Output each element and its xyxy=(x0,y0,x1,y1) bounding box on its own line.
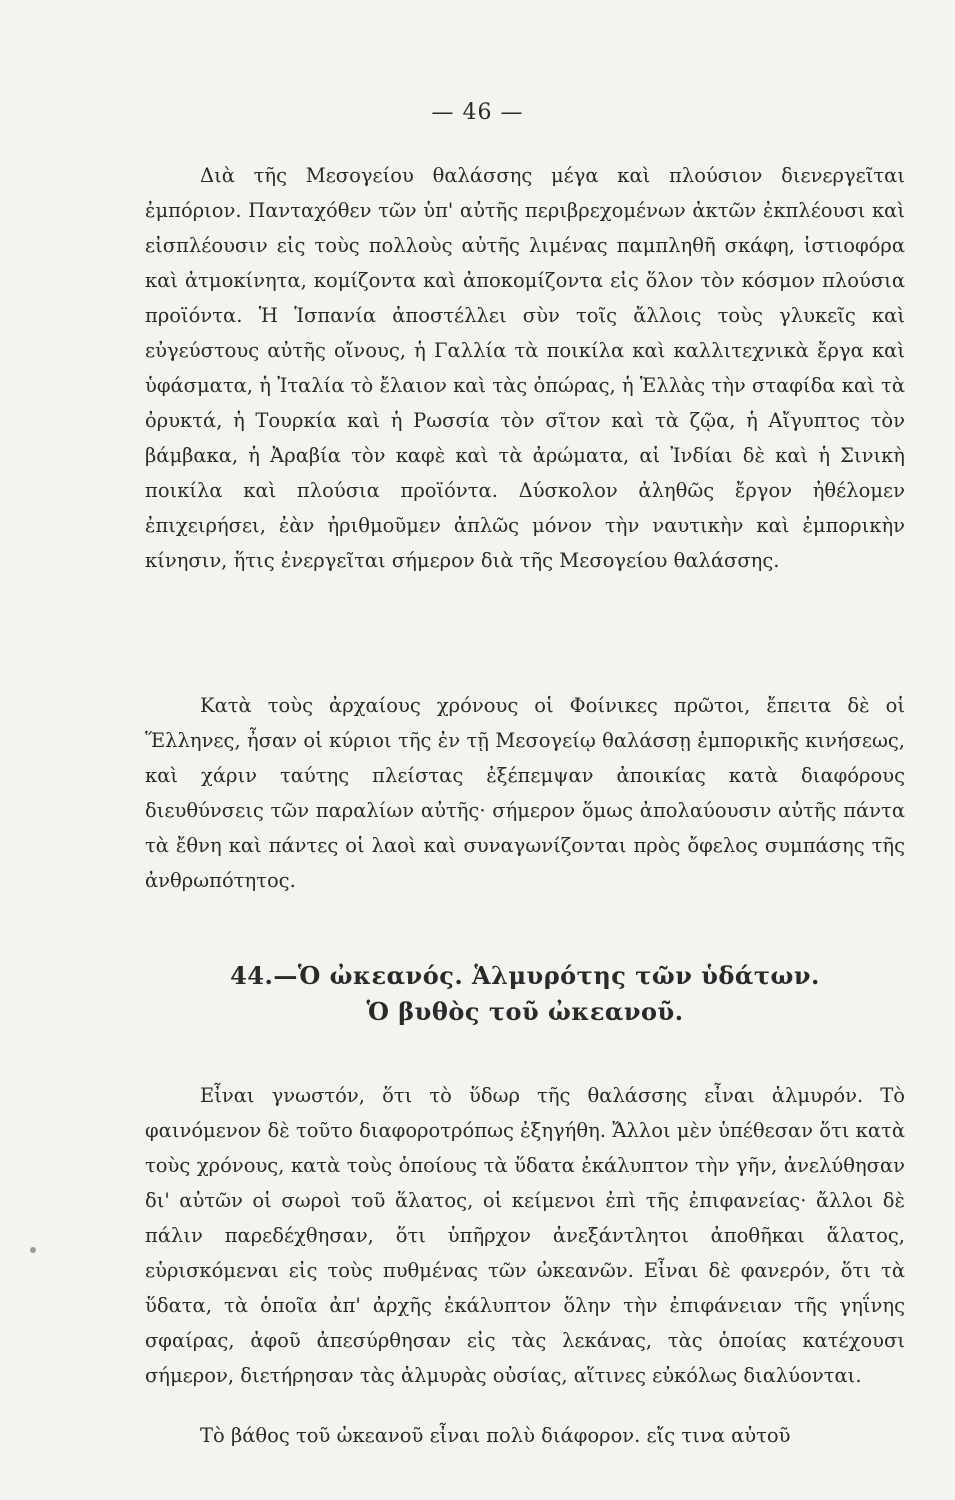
paragraph-mediterranean-trade xyxy=(145,158,905,578)
paragraph-ocean-salinity xyxy=(145,1078,905,1393)
paragraph-text: Εἶναι γνωστόν, ὅτι τὸ ὕδωρ τῆς θαλάσσης εἶναι ἁλμυρόν. Τὸ φαινόμενον δὲ τοῦτο διαφοροτρόπως ἐξηγήθη. Ἄλλοι μὲν ὑπέθεσαν ὅτι κατὰ τοὺς χρόνους, κατὰ τοὺς ὁποίους τὰ ὕδατα ἐκάλυπτον τὴν γῆν, ἀνελύθησαν δι' αὐτῶν οἱ σωροὶ τοῦ ἅλατος, οἱ κείμενοι ἐπὶ τῆς ἐπιφανείας· ἄλλοι δὲ πάλιν παρεδέχθησαν, ὅτι ὑπῆρχον ἀνεξάντλητοι ἀποθῆκαι ἅλατος, εὑρισκόμεναι εἰς τοὺς πυθμένας τῶν ὠκεανῶν. Εἶναι δὲ φανερόν, ὅτι τὰ ὕδατα, τὰ ὁποῖα ἀπ' ἀρχῆς ἐκάλυπτον ὅλην τὴν ἐπιφάνειαν τῆς γηΐνης σφαίρας, ἀφοῦ ἀπεσύρθησαν εἰς τὰς λεκάνας, τὰς ὁποίας κατέχουσι σήμερον, διετήρησαν τὰς ἁλμυρὰς οὐσίας, αἵτινες εὐκόλως διαλύονται. xyxy=(145,1084,905,1387)
heading-line-1: 44.—Ὁ ὠκεανός. Ἁλμυρότης τῶν ὑδάτων. xyxy=(230,961,820,990)
margin-dot xyxy=(30,1247,36,1253)
page-number: — 46 — xyxy=(431,100,524,125)
heading-line-2: Ὁ βυθὸς τοῦ ὠκεανοῦ. xyxy=(366,997,684,1026)
paragraph-ocean-depth xyxy=(145,1418,905,1453)
paragraph-text: Κατὰ τοὺς ἀρχαίους χρόνους οἱ Φοίνικες πρῶτοι, ἔπειτα δὲ οἱ Ἕλληνες, ἦσαν οἱ κύριοι τῆς ἐν τῇ Μεσογείῳ θαλάσσῃ ἐμπορικῆς κινήσεως, καὶ χάριν ταύτης πλείστας ἐξέπεμψαν ἀποικίας κατὰ διαφόρους διευθύνσεις τῶν παραλίων αὐτῆς· σήμερον ὅμως ἀπολαύουσιν αὐτῆς πάντα τὰ ἔθνη καὶ πάντες οἱ λαοὶ καὶ συναγωνίζονται πρὸς ὄφελος συμπάσης τῆς ἀνθρωπότητος. xyxy=(145,694,905,892)
paragraph-ancient-trade xyxy=(145,688,905,898)
section-heading xyxy=(145,958,905,1030)
paragraph-text: Διὰ τῆς Μεσογείου θαλάσσης μέγα καὶ πλούσιον διενεργεῖται ἐμπόριον. Πανταχόθεν τῶν ὑπ' αὐτῆς περιβρεχομένων ἀκτῶν ἐκπλέουσι καὶ εἰσπλέουσιν εἰς τοὺς πολλοὺς αὐτῆς λιμένας παμπληθῆ σκάφη, ἱστιοφόρα καὶ ἀτμοκίνητα, κομίζοντα καὶ ἀποκομίζοντα εἰς ὅλον τὸν κόσμον πλούσια προϊόντα. Ἡ Ἱσπανία ἀποστέλλει σὺν τοῖς ἄλλοις τοὺς γλυκεῖς καὶ εὐγεύστους αὐτῆς οἴνους, ἡ Γαλλία τὰ ποικίλα καὶ καλλιτεχνικὰ ἔργα καὶ ὑφάσματα, ἡ Ἰταλία τὸ ἔλαιον καὶ τὰς ὀπώρας, ἡ Ἑλλὰς τὴν σταφίδα καὶ τὰ ὀρυκτά, ἡ Τουρκία καὶ ἡ Ρωσσία τὸν σῖτον καὶ τὰ ζῷα, ἡ Αἴγυπτος τὸν βάμβακα, ἡ Ἀραβία τὸν καφὲ καὶ τὰ ἀρώματα, αἱ Ἰνδίαι δὲ καὶ ἡ Σινικὴ ποικίλα καὶ πλούσια προϊόντα. Δύσκολον ἀληθῶς ἔργον ἠθέλομεν ἐπιχειρήσει, ἐὰν ἠριθμοῦμεν ἁπλῶς μόνον τὴν ναυτικὴν καὶ ἐμπορικὴν κίνησιν, ἥτις ἐνεργεῖται σήμερον διὰ τῆς Μεσογείου θαλάσσης. xyxy=(145,164,905,572)
paragraph-text: Τὸ βάθος τοῦ ὠκεανοῦ εἶναι πολὺ διάφορον. εἴς τινα αὐτοῦ xyxy=(200,1424,791,1447)
